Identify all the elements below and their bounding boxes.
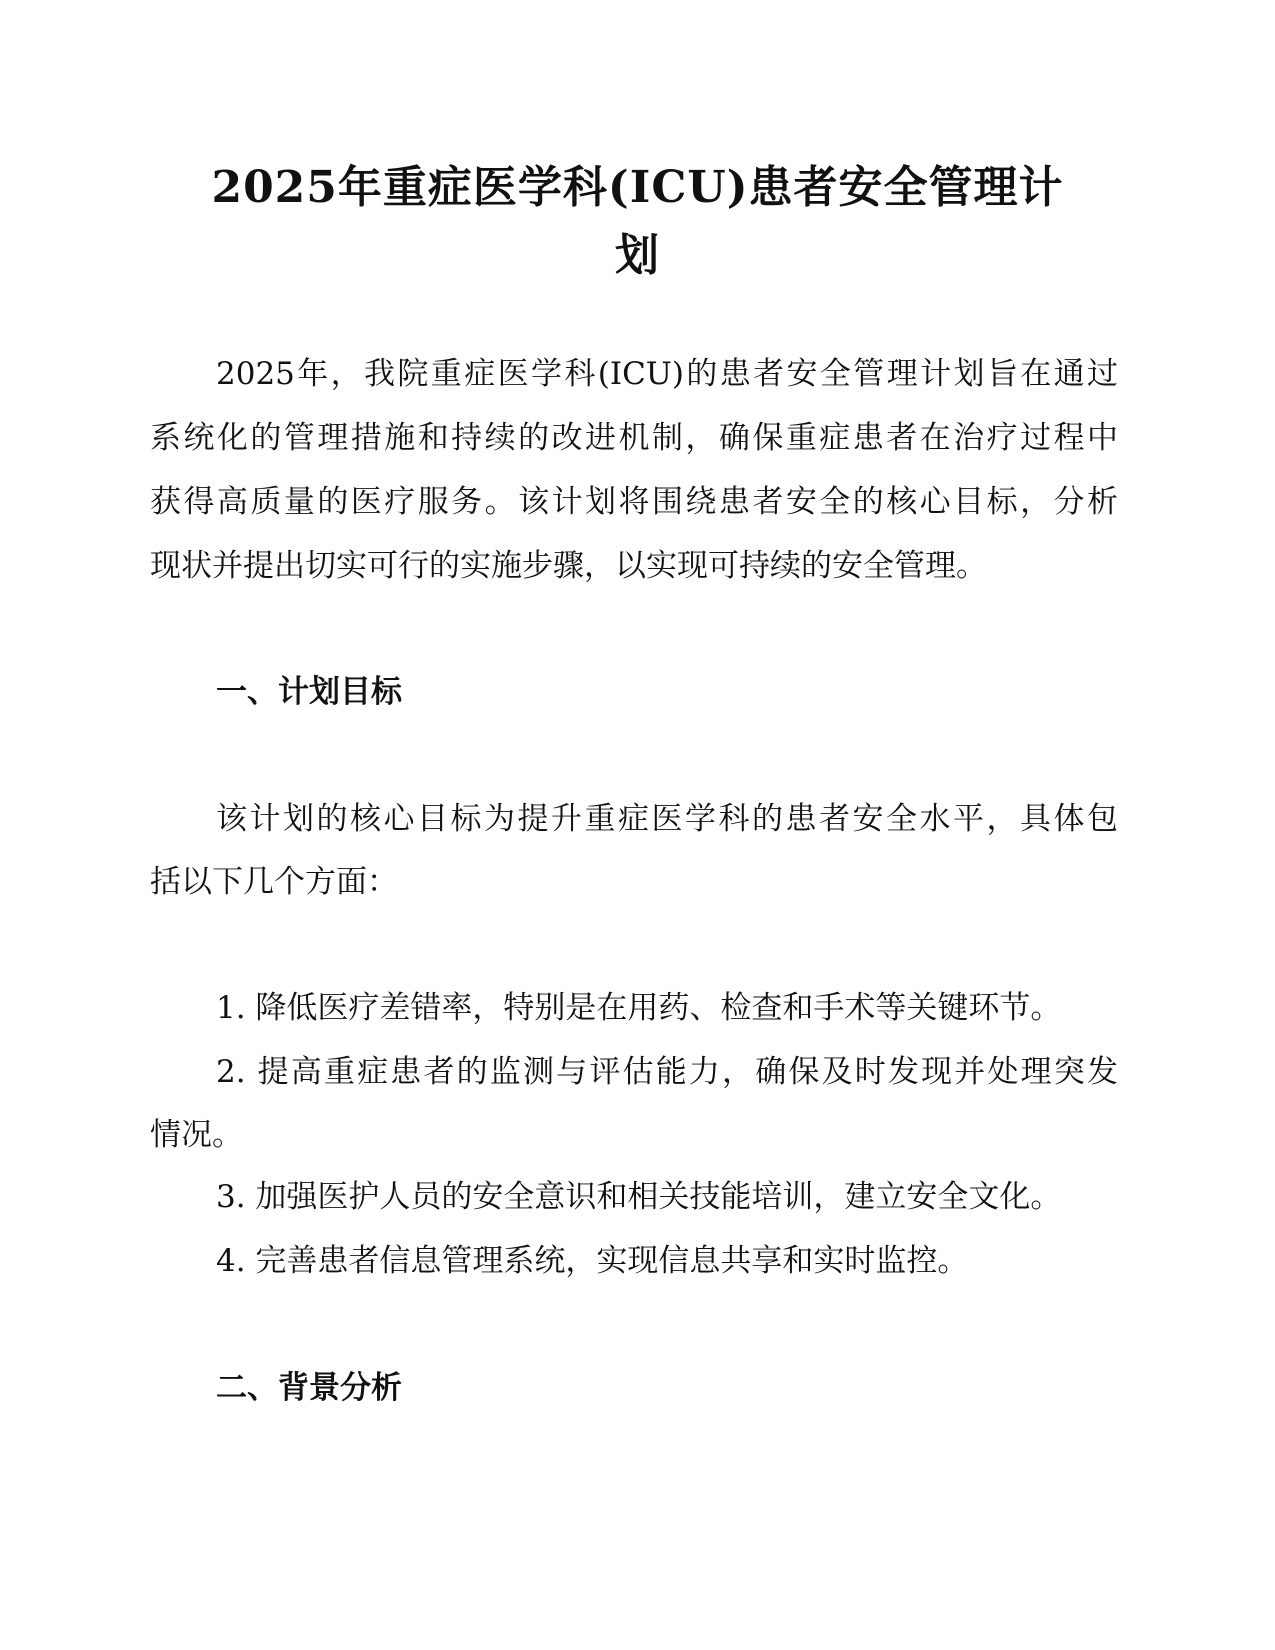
intro-paragraph-line-2: 系统化的管理措施和持续的改进机制，确保重症患者在治疗过程中 bbox=[150, 420, 1118, 456]
intro-paragraph-line-1: 2025年，我院重症医学科(ICU)的患者安全管理计划旨在通过 bbox=[216, 356, 1118, 392]
intro-paragraph-line-3: 获得高质量的医疗服务。该计划将围绕患者安全的核心目标，分析 bbox=[150, 484, 1118, 520]
goal-item-4: 4. 完善患者信息管理系统，实现信息共享和实时监控。 bbox=[216, 1243, 969, 1279]
goal-item-1: 1. 降低医疗差错率，特别是在用药、检查和手术等关键环节。 bbox=[216, 990, 1062, 1026]
section-heading-goals: 一、计划目标 bbox=[216, 674, 402, 710]
intro-paragraph-line-4: 现状并提出切实可行的实施步骤，以实现可持续的安全管理。 bbox=[150, 548, 987, 584]
section-heading-background: 二、背景分析 bbox=[216, 1370, 402, 1406]
goal-item-2-line-1: 2. 提高重症患者的监测与评估能力，确保及时发现并处理突发 bbox=[216, 1054, 1118, 1090]
goal-item-2-line-2: 情况。 bbox=[150, 1117, 243, 1153]
document-title-line-2: 划 bbox=[615, 230, 660, 281]
goals-intro-line-2: 括以下几个方面： bbox=[150, 864, 398, 900]
goal-item-3: 3. 加强医护人员的安全意识和相关技能培训，建立安全文化。 bbox=[216, 1179, 1062, 1215]
goals-intro-line-1: 该计划的核心目标为提升重症医学科的患者安全水平，具体包 bbox=[216, 801, 1118, 837]
document-title-line-1: 2025年重症医学科(ICU)患者安全管理计 bbox=[211, 162, 1064, 213]
